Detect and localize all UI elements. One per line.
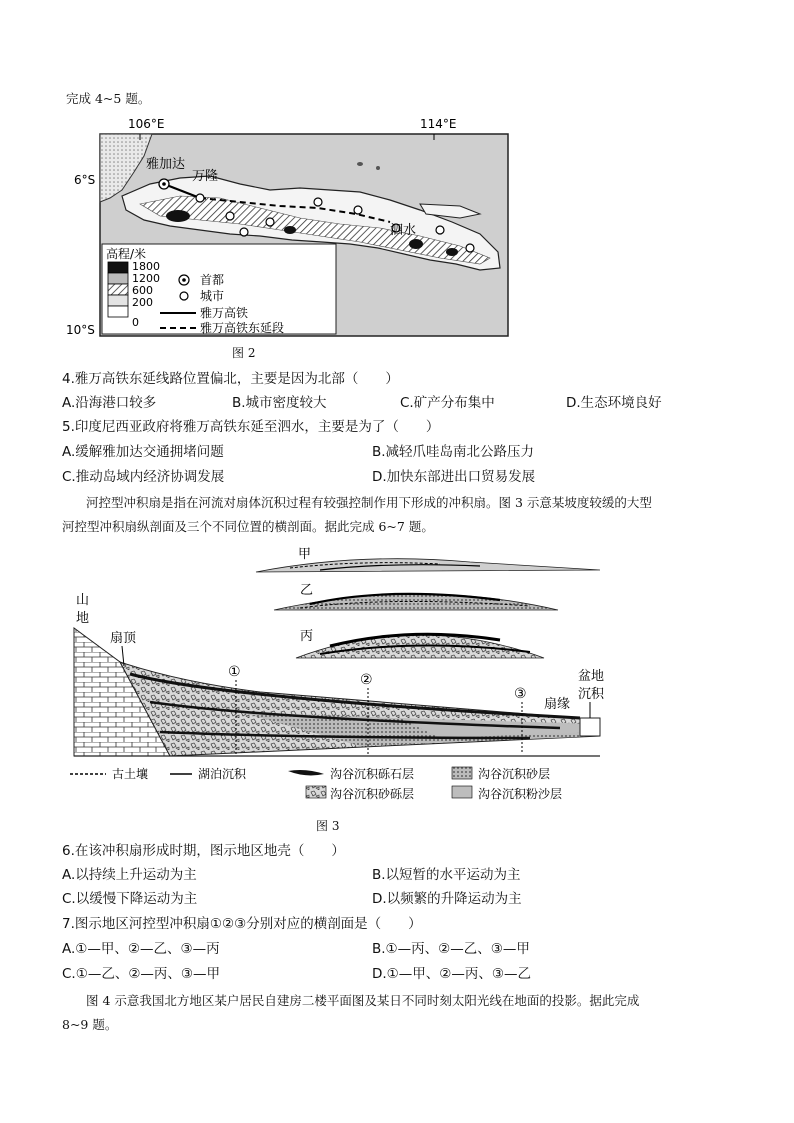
basin-block: [580, 718, 600, 736]
lat-6s: 6°S: [74, 173, 96, 187]
lon-114: 114°E: [420, 117, 457, 131]
city-marker: [314, 198, 322, 206]
label-surabaya: 泗水: [390, 223, 417, 238]
intro-67-line2: 河控型冲积扇纵剖面及三个不同位置的横剖面。据此完成 6~7 题。: [62, 519, 434, 534]
q4-stem: 4.雅万高铁东延线路位置偏北，主要是因为北部（ ）: [62, 371, 399, 387]
figure-3-fan: [60, 542, 620, 812]
legend-title: 高程/米: [106, 247, 147, 261]
q4-option-c[interactable]: C.矿产分布集中: [400, 395, 495, 411]
label-fan-edge: 扇缘: [544, 697, 571, 712]
label-basin-2: 沉积: [578, 687, 605, 702]
city-marker: [354, 206, 362, 214]
lat-10s: 10°S: [66, 323, 95, 337]
legend-sand: 沟谷沉积砂层: [478, 767, 551, 781]
peak-high-2: [284, 226, 296, 234]
q6-option-d[interactable]: D.以频繁的升降运动为主: [372, 891, 522, 907]
city-marker: [436, 226, 444, 234]
figure-2-map: [60, 112, 520, 342]
q5-option-d[interactable]: D.加快东部进出口贸易发展: [372, 469, 536, 485]
legend-1200: 1200: [132, 272, 160, 285]
legend-0: 0: [132, 316, 139, 329]
legend-sand-gravel: 沟谷沉积砂砾层: [330, 787, 415, 801]
label-bandung: 万隆: [192, 169, 219, 184]
city-marker: [466, 244, 474, 252]
q4-option-b[interactable]: B.城市密度较大: [232, 395, 327, 411]
legend-gravel: 沟谷沉积砾石层: [330, 767, 415, 781]
q7-option-d[interactable]: D.①—甲、②—丙、③—乙: [372, 966, 531, 982]
q5-option-c[interactable]: C.推动岛域内经济协调发展: [62, 469, 225, 485]
q5-stem: 5.印度尼西亚政府将雅万高铁东延至泗水，主要是为了（ ）: [62, 419, 440, 435]
legend-lake: 湖泊沉积: [198, 767, 247, 781]
city-marker: [226, 212, 234, 220]
label-jakarta: 雅加达: [146, 157, 186, 172]
q5-option-b[interactable]: B.减轻爪哇岛南北公路压力: [372, 444, 535, 460]
peak-high-west: [166, 210, 190, 222]
city-marker: [266, 218, 274, 226]
q6-stem: 6.在该冲积扇形成时期，图示地区地壳（ ）: [62, 843, 345, 859]
island: [357, 162, 363, 166]
label-jia: 甲: [298, 547, 312, 562]
marker-1: ①: [228, 664, 241, 680]
q6-option-a[interactable]: A.以持续上升运动为主: [62, 867, 197, 883]
q7-option-c[interactable]: C.①—乙、②—丙、③—甲: [62, 966, 221, 982]
q7-option-a[interactable]: A.①—甲、②—乙、③—丙: [62, 941, 220, 957]
q4-option-d[interactable]: D.生态环境良好: [566, 395, 662, 411]
q6-option-c[interactable]: C.以缓慢下降运动为主: [62, 891, 198, 907]
legend-paleosol: 古土壤: [112, 767, 149, 781]
city-marker: [196, 194, 204, 202]
label-mountain-1: 山: [76, 593, 90, 608]
lon-106: 106°E: [128, 117, 165, 131]
label-basin-1: 盆地: [578, 669, 605, 684]
marker-3: ③: [514, 686, 527, 702]
peak-high-3: [409, 239, 423, 249]
legend-silt: 沟谷沉积粉沙层: [478, 787, 563, 801]
label-bing: 丙: [300, 629, 314, 644]
city-marker: [240, 228, 248, 236]
peak-high-4: [446, 248, 458, 256]
intro-67-line1: 河控型冲积扇是指在河流对扇体沉积过程有较强控制作用下形成的冲积扇。图 3 示意某坡度较缓的大型: [86, 495, 652, 510]
legend-200: 200: [132, 296, 153, 309]
legend-1800: 1800: [132, 260, 160, 273]
legend-600: 600: [132, 284, 153, 297]
legend-capital: 首都: [200, 273, 225, 287]
marker-2: ②: [360, 672, 373, 688]
label-fan-top: 扇顶: [110, 631, 137, 646]
q4-option-a[interactable]: A.沿海港口较多: [62, 395, 157, 411]
figure-2-caption: 图 2: [232, 346, 256, 360]
q5-option-a[interactable]: A.缓解雅加达交通拥堵问题: [62, 444, 224, 460]
intro-89-line1: 图 4 示意我国北方地区某户居民自建房二楼平面图及某日不同时刻太阳光线在地面的投影。据此完成: [86, 993, 640, 1008]
label-yi: 乙: [300, 583, 314, 598]
q7-stem: 7.图示地区河控型冲积扇①②③分别对应的横剖面是（ ）: [62, 916, 422, 932]
legend-hsr: 雅万高铁: [200, 306, 249, 320]
intro-top: 完成 4~5 题。: [66, 91, 151, 106]
island: [376, 166, 380, 170]
figure-3-caption: 图 3: [316, 819, 340, 833]
q7-option-b[interactable]: B.①—丙、②—乙、③—甲: [372, 941, 530, 957]
legend-hsr-ext: 雅万高铁东延段: [200, 321, 285, 335]
q6-option-b[interactable]: B.以短暂的水平运动为主: [372, 867, 521, 883]
legend-city: 城市: [200, 289, 225, 303]
intro-89-line2: 8~9 题。: [62, 1017, 118, 1032]
label-mountain-2: 地: [76, 611, 90, 626]
